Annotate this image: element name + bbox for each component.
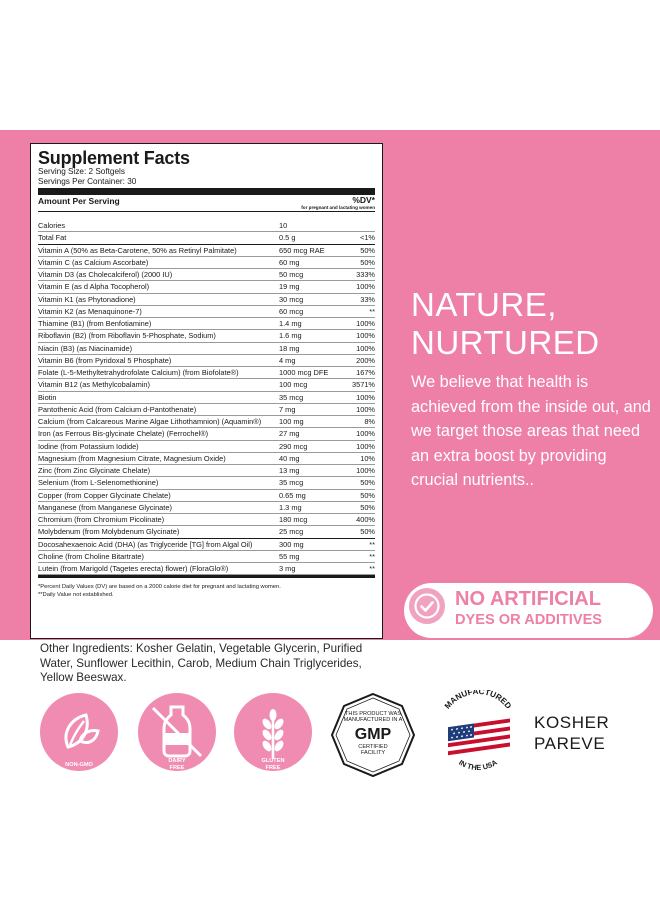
facts-title: Supplement Facts — [38, 148, 190, 168]
usa-bottom-text: IN THE USA — [457, 757, 499, 773]
nutrient-name: Lutein (from Marigold (Tagetes erecta) flower) (FloraGlo®) — [38, 564, 229, 574]
nutrient-name: Docosahexaenoic Acid (DHA) (as Triglyceride [TG] from Algal Oil) — [38, 539, 253, 549]
nutrient-amount: 18 mg — [279, 343, 300, 353]
nutrient-dv: 50% — [360, 478, 375, 488]
nutrient-dv: ** — [369, 551, 375, 561]
facts-row — [38, 563, 375, 575]
facts-row — [38, 465, 375, 477]
headline — [411, 286, 600, 362]
nutrient-dv: 100% — [356, 282, 375, 292]
nutrient-name: Vitamin D3 (as Cholecalciferol) (2000 IU) — [38, 270, 173, 280]
nutrient-dv: 100% — [356, 466, 375, 476]
nutrient-name: Pantothenic Acid (from Calcium d-Pantothenate) — [38, 404, 197, 414]
nutrient-dv: 50% — [360, 502, 375, 512]
nutrient-amount: 10 — [279, 221, 288, 231]
non-gmo-icon — [40, 693, 118, 771]
nutrient-dv: 8% — [364, 417, 375, 427]
nutrient-name: Vitamin C (as Calcium Ascorbate) — [38, 257, 149, 267]
nutrient-amount: 1000 mcg DFE — [279, 368, 329, 378]
nutrient-name: Iron (as Ferrous Bis-glycinate Chelate) (Ferrochel®) — [38, 429, 209, 439]
gmp-line2: MANUFACTURED IN A — [343, 717, 403, 724]
facts-row — [38, 245, 375, 257]
nutrient-amount: 0.5 g — [279, 233, 296, 243]
facts-footnotes — [38, 578, 375, 599]
nutrient-dv: 50% — [360, 527, 375, 537]
nutrient-name: Magnesium (from Magnesium Citrate, Magnesium Oxide) — [38, 453, 226, 463]
facts-row — [38, 269, 375, 281]
nutrient-dv: 167% — [356, 368, 375, 378]
thick-divider — [38, 188, 375, 195]
nutrient-dv: 100% — [356, 343, 375, 353]
nutrient-name: Vitamin A (50% as Beta-Carotene, 50% as Retinyl Palmitate) — [38, 245, 237, 255]
nutrient-amount: 650 mcg RAE — [279, 245, 325, 255]
nutrient-name: Calcium (from Calcareous Marine Algae Lithothamnion) (Aquamin®) — [38, 417, 262, 427]
nutrient-amount: 19 mg — [279, 282, 300, 292]
nutrient-name: Choline (from Choline Bitartrate) — [38, 551, 144, 561]
nutrient-name: Manganese (from Manganese Glycinate) — [38, 502, 172, 512]
nutrient-amount: 7 mg — [279, 404, 296, 414]
nutrient-dv: ** — [369, 306, 375, 316]
facts-row — [38, 257, 375, 269]
serving-size: Serving Size: 2 Softgels — [38, 167, 125, 176]
kosher-line1: KOSHER — [534, 713, 610, 732]
nutrient-name: Vitamin B6 (from Pyridoxal 5 Phosphate) — [38, 355, 172, 365]
nutrient-name: Biotin — [38, 392, 57, 402]
facts-row — [38, 404, 375, 416]
amount-per-serving-label: Amount Per Serving — [38, 196, 120, 206]
nutrient-dv: 200% — [356, 355, 375, 365]
nutrient-amount: 55 mg — [279, 551, 300, 561]
badge-line1: NO ARTIFICIAL — [455, 588, 601, 610]
facts-row — [38, 502, 375, 514]
facts-row — [38, 514, 375, 526]
nutrient-name: Folate (L-5-Methyltetrahydrofolate Calcium) (from Biofolate®) — [38, 368, 239, 378]
facts-row — [38, 441, 375, 453]
nutrient-amount: 0.65 mg — [279, 490, 306, 500]
nutrient-amount: 1.4 mg — [279, 319, 302, 329]
nutrient-dv: 100% — [356, 331, 375, 341]
facts-row — [38, 220, 375, 232]
nutrient-dv: 100% — [356, 404, 375, 414]
amount-header — [38, 195, 375, 212]
usa-top-text: MANUFACTURED — [442, 690, 514, 711]
facts-row — [38, 281, 375, 293]
nutrient-name: Riboflavin (B2) (from Riboflavin 5-Phosphate, Sodium) — [38, 331, 216, 341]
nutrient-name: Vitamin B12 (as Methylcobalamin) — [38, 380, 151, 390]
nutrient-dv: 400% — [356, 515, 375, 525]
dv-header-label: %DV* — [352, 195, 375, 205]
facts-row — [38, 367, 375, 379]
facts-row — [38, 306, 375, 318]
facts-row — [38, 539, 375, 551]
nutrient-dv: 50% — [360, 257, 375, 267]
nutrient-name: Molybdenum (from Molybdenum Glycinate) — [38, 527, 180, 537]
facts-row — [38, 294, 375, 306]
facts-row — [38, 428, 375, 440]
footnote-not-established: **Daily Value not established. — [38, 592, 114, 599]
gmp-line4: FACILITY — [360, 750, 386, 757]
nutrient-amount: 60 mg — [279, 257, 300, 267]
nutrient-amount: 60 mcg — [279, 306, 304, 316]
nutrient-name: Thiamine (B1) (from Benfotiamine) — [38, 319, 152, 329]
nutrient-amount: 300 mg — [279, 539, 304, 549]
nutrient-name: Copper (from Copper Glycinate Chelate) — [38, 490, 171, 500]
nutrient-amount: 180 mcg — [279, 515, 308, 525]
nutrient-dv: 333% — [356, 270, 375, 280]
nutrient-dv: ** — [369, 564, 375, 574]
facts-row — [38, 490, 375, 502]
nutrient-amount: 27 mg — [279, 429, 300, 439]
supplement-facts-panel — [30, 143, 383, 639]
facts-row — [38, 343, 375, 355]
kosher-pareve-label — [534, 712, 609, 754]
nutrient-dv: 10% — [360, 453, 375, 463]
tagline: We believe that health is achieved from the inside out, and we target those areas that need an extra boost by providing crucial nutrients.. — [411, 373, 651, 489]
facts-rows — [38, 212, 375, 578]
nutrient-name: Vitamin K2 (as Menaquinone-7) — [38, 306, 142, 316]
facts-row — [38, 526, 375, 538]
nutrient-amount: 1.3 mg — [279, 502, 302, 512]
nutrient-dv: 3571% — [351, 380, 375, 390]
dairy-free-line1: DAIRY — [168, 758, 186, 764]
nutrient-amount: 50 mcg — [279, 270, 304, 280]
facts-row — [38, 453, 375, 465]
nutrient-amount: 4 mg — [279, 355, 296, 365]
svg-text:MANUFACTURED — [443, 690, 513, 711]
gluten-free-line2: FREE — [265, 764, 281, 771]
dv-header — [301, 196, 375, 210]
nutrient-name: Selenium (from L-Selenomethionine) — [38, 478, 159, 488]
svg-text:IN THE USA — [457, 757, 499, 772]
nutrient-dv: <1% — [360, 233, 375, 243]
made-in-usa-icon — [428, 690, 528, 780]
facts-row — [38, 392, 375, 404]
servings-per-container: Servings Per Container: 30 — [38, 176, 137, 186]
footnote-dv: *Percent Daily Values (DV) are based on a 2000 calorie diet for pregnant and lactating women. — [38, 584, 281, 591]
gmp-big: GMP — [354, 726, 392, 743]
gluten-free-line1: GLUTEN — [261, 758, 285, 764]
nutrient-dv: 100% — [356, 429, 375, 439]
nutrient-name: Zinc (from Zinc Glycinate Chelate) — [38, 466, 151, 476]
gluten-free-label — [234, 758, 312, 771]
nutrient-amount: 30 mcg — [279, 294, 304, 304]
facts-row — [38, 355, 375, 367]
facts-row — [38, 379, 375, 391]
check-icon — [406, 585, 448, 627]
facts-row — [38, 330, 375, 342]
other-ingredients: Other Ingredients: Kosher Gelatin, Vegetable Glycerin, Purified Water, Sunflower Lecithin, Carob, Medium Chain Triglycerides, Yellow Beeswax. — [40, 642, 363, 684]
nutrient-name: Vitamin K1 (as Phytonadione) — [38, 294, 136, 304]
nutrient-amount: 35 mcg — [279, 392, 304, 402]
nutrient-amount: 100 mg — [279, 417, 304, 427]
gmp-line1: THIS PRODUCT WAS — [345, 711, 401, 717]
nutrient-amount: 40 mg — [279, 453, 300, 463]
gmp-line3: CERTIFIED — [358, 744, 388, 750]
dv-header-note: for pregnant and lactating women — [301, 205, 375, 210]
nutrient-name: Total Fat — [38, 233, 67, 243]
nutrient-amount: 1.6 mg — [279, 331, 302, 341]
non-gmo-label: NON-GMO — [65, 762, 93, 768]
nutrient-amount: 13 mg — [279, 466, 300, 476]
headline-line1: NATURE, — [411, 286, 557, 323]
nutrient-dv: 50% — [360, 245, 375, 255]
nutrient-dv: 100% — [356, 392, 375, 402]
nutrient-name: Vitamin E (as d Alpha Tocopherol) — [38, 282, 150, 292]
facts-row — [38, 416, 375, 428]
nutrient-amount: 35 mcg — [279, 478, 304, 488]
gmp-small-text — [340, 711, 406, 724]
nutrient-name: Chromium (from Chromium Picolinate) — [38, 515, 165, 525]
facts-row — [38, 477, 375, 489]
gmp-bottom-text — [340, 744, 406, 757]
nutrient-name: Niacin (B3) (as Niacinamide) — [38, 343, 133, 353]
nutrient-amount: 290 mcg — [279, 441, 308, 451]
dairy-free-label — [138, 758, 216, 771]
headline-line2: NURTURED — [411, 324, 600, 361]
facts-row — [38, 318, 375, 330]
nutrient-amount: 3 mg — [279, 564, 296, 574]
nutrient-dv: ** — [369, 539, 375, 549]
facts-row — [38, 551, 375, 563]
nutrient-name: Iodine (from Potassium Iodide) — [38, 441, 139, 451]
nutrient-name: Calories — [38, 221, 66, 231]
nutrient-dv: 100% — [356, 441, 375, 451]
badge-line2: DYES OR ADDITIVES — [455, 612, 603, 628]
facts-row — [38, 232, 375, 244]
nutrient-amount: 25 mcg — [279, 527, 304, 537]
kosher-line2: PAREVE — [534, 734, 606, 753]
nutrient-dv: 100% — [356, 319, 375, 329]
nutrient-dv: 50% — [360, 490, 375, 500]
dairy-free-line2: FREE — [169, 764, 185, 771]
nutrient-amount: 100 mcg — [279, 380, 308, 390]
nutrient-dv: 33% — [360, 294, 375, 304]
